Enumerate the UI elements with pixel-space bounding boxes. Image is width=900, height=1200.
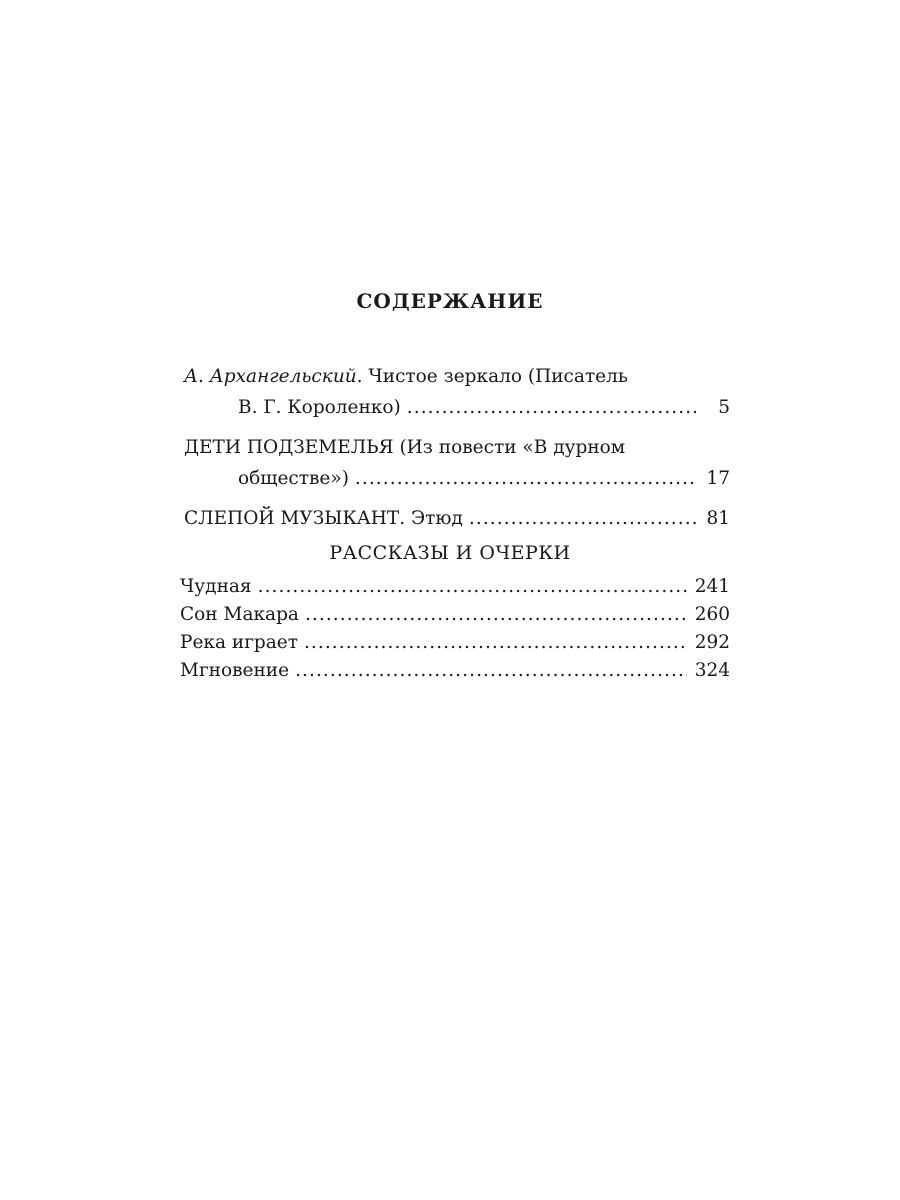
- page-title: СОДЕРЖАНИЕ: [356, 289, 544, 313]
- toc-page-number: 5: [718, 397, 730, 418]
- toc-story-title: Мгновение: [180, 660, 290, 681]
- toc-entry-deti-podzemelya[interactable]: [184, 432, 730, 494]
- toc-entry-archangelsky[interactable]: [184, 361, 730, 423]
- toc-main-list: [184, 361, 730, 534]
- toc-story-title: Сон Макара: [180, 604, 299, 625]
- toc-entry-line: [184, 432, 730, 463]
- toc-page-number: 241: [694, 576, 730, 597]
- toc-page-number: 260: [694, 604, 730, 625]
- toc-entry-line: [184, 361, 730, 392]
- dot-leader: [304, 629, 687, 657]
- toc-entry-author: А. Архангельский: [184, 366, 357, 387]
- toc-page-number: 292: [694, 632, 730, 653]
- toc-story-title: Чудная: [180, 576, 252, 597]
- dot-leader: [355, 463, 696, 494]
- toc-entry-title: ДЕТИ ПОДЗЕМЕЛЬЯ (Из повести «В дурном: [184, 437, 626, 458]
- toc-story-entry[interactable]: [180, 657, 730, 685]
- toc-page-number: 17: [706, 468, 730, 489]
- toc-entry-line: [184, 463, 730, 494]
- toc-stories-list: [180, 573, 730, 685]
- toc-entry-line: [184, 392, 730, 423]
- toc-entry-title-cont: обществе»): [238, 468, 349, 489]
- dot-leader: [305, 601, 687, 629]
- toc-page-number: 324: [694, 660, 730, 681]
- toc-story-entry[interactable]: [180, 573, 730, 601]
- toc-page-number: 81: [706, 508, 730, 529]
- toc-story-entry[interactable]: [180, 629, 730, 657]
- toc-entry-title: . Чистое зеркало (Писатель: [356, 366, 628, 387]
- toc-story-entry[interactable]: [180, 601, 730, 629]
- toc-entry-title-cont: В. Г. Короленко): [238, 397, 401, 418]
- dot-leader: [469, 503, 696, 534]
- toc-story-title: Река играет: [180, 632, 298, 653]
- toc-entry-line: [184, 503, 730, 534]
- dot-leader: [295, 657, 687, 685]
- toc-entry-title-line: [184, 361, 628, 392]
- toc-entry-slepoy-muzykant[interactable]: [184, 503, 730, 534]
- section-title: РАССКАЗЫ И ОЧЕРКИ: [329, 542, 571, 564]
- toc-entry-title: СЛЕПОЙ МУЗЫКАНТ. Этюд: [184, 508, 463, 529]
- dot-leader: [407, 392, 696, 423]
- dot-leader: [258, 573, 687, 601]
